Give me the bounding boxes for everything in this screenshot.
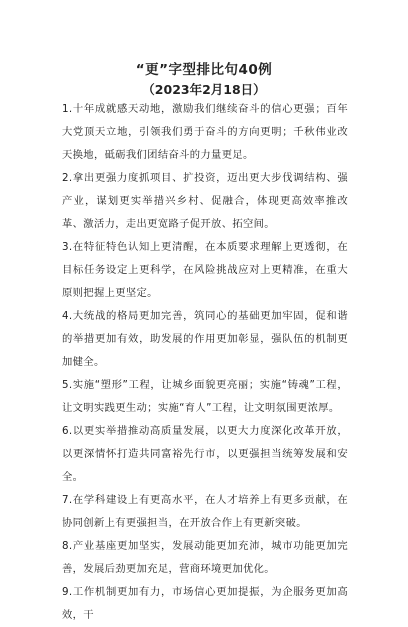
list-item (62, 581, 348, 627)
list-item (62, 535, 348, 581)
document-title: “更”字型排比句40例 (135, 62, 273, 78)
item-text: 以更实举措推动高质量发展，以更大力度深化改革开放，以更深情怀打造共同富裕先行市，以更强担当统筹发展和安全。 (62, 425, 348, 483)
item-number: 9. (62, 586, 73, 598)
item-number: 7. (62, 494, 73, 506)
list-item (62, 420, 348, 489)
sentence-list (62, 98, 348, 627)
list-item (62, 167, 348, 236)
item-number: 5. (62, 379, 73, 391)
item-text: 在特征特色认知上更清醒，在本质要求理解上更透彻，在目标任务设定上更科学，在风险挑战应对上更精准，在重大原则把握上更坚定。 (62, 241, 348, 299)
item-text: 十年成就感天动地，激励我们继续奋斗的信心更强；百年大党顶天立地，引领我们勇于奋斗的方向更明；千秋伟业改天换地，砥砺我们团结奋斗的力量更足。 (62, 103, 348, 161)
list-item (62, 489, 348, 535)
item-number: 4. (62, 310, 73, 322)
list-item (62, 236, 348, 305)
item-text: 在学科建设上有更高水平，在人才培养上有更多贡献，在协同创新上有更强担当，在开放合作上有更新突破。 (62, 494, 348, 529)
item-text: 大统战的格局更加完善，筑同心的基础更加牢固，促和谐的举措更加有效，助发展的作用更加彰显，强队伍的机制更加健全。 (62, 310, 348, 368)
list-item (62, 98, 348, 167)
item-text: 产业基座更加坚实，发展动能更加充沛，城市功能更加完善，发展后劲更加充足，营商环境更加优化。 (62, 540, 348, 575)
item-number: 6. (62, 425, 73, 437)
item-number: 1. (62, 103, 73, 115)
item-number: 3. (62, 241, 73, 253)
item-text: 实施“塑形”工程，让城乡面貌更亮丽；实施“铸魂”工程，让文明实践更生动；实施“育人”工程，让文明氛围更浓厚。 (62, 379, 348, 414)
document-date: （2023年2月18日） (142, 82, 266, 97)
item-number: 2. (62, 172, 73, 184)
item-text: 拿出更强力度抓项目、扩投资，迈出更大步伐调结构、强产业，谋划更实举措兴乡村、促融合，体现更高效率推改革、激活力，走出更宽路子促开放、拓空间。 (62, 172, 348, 230)
list-item (62, 374, 348, 420)
item-number: 8. (62, 540, 73, 552)
list-item (62, 305, 348, 374)
item-text: 工作机制更加有力，市场信心更加提振，为企服务更加高效，干 (62, 586, 348, 621)
